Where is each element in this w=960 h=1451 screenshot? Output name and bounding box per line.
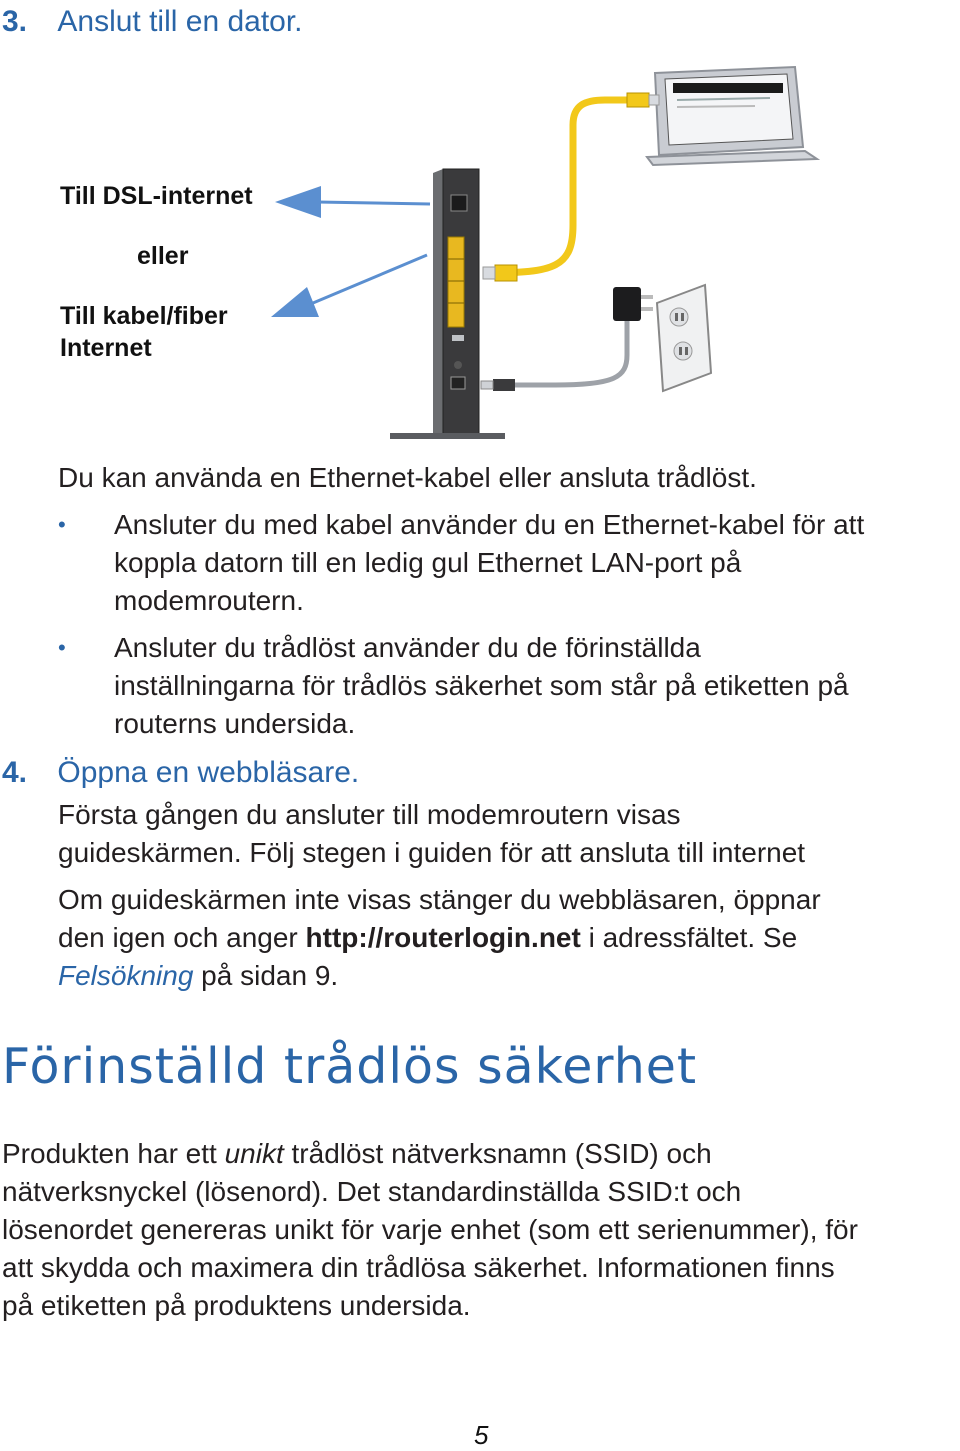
router-icon bbox=[390, 169, 505, 439]
bullet-item-cable bbox=[114, 506, 864, 620]
step-4-para1-line-1: Första gången du ansluter till modemroutern visas bbox=[58, 799, 681, 830]
step-4-paragraph-1 bbox=[58, 796, 805, 872]
label-or: eller bbox=[137, 242, 189, 270]
label-dsl-internet: Till DSL-internet bbox=[60, 182, 253, 210]
bullet-icon: • bbox=[58, 635, 66, 660]
bullet-wireless-line-3: routerns undersida. bbox=[114, 708, 356, 739]
step-4-paragraph-2 bbox=[58, 881, 821, 995]
troubleshooting-link[interactable]: Felsökning bbox=[58, 960, 194, 991]
section-line1-post: trådlöst nätverksnamn (SSID) och bbox=[283, 1138, 712, 1169]
para2-page-ref: på sidan 9. bbox=[193, 960, 339, 991]
step-3-title: Anslut till en dator. bbox=[57, 5, 303, 38]
step-4-para2-line-3 bbox=[58, 957, 821, 995]
bullet-cable-line-2: koppla datorn till en ledig gul Ethernet LAN-port på bbox=[114, 547, 742, 578]
arrow-to-cable-icon bbox=[271, 255, 427, 317]
step-4-number: 4. bbox=[2, 756, 28, 789]
step-4-para1-line-2: guideskärmen. Följ stegen i guiden för att ansluta till internet bbox=[58, 837, 806, 868]
bullet-cable-line-3: modemroutern. bbox=[114, 585, 304, 616]
section-line-3: lösenordet genereras unikt för varje enhet (som ett serienummer), för bbox=[2, 1214, 858, 1245]
step-4-title: Öppna en webbläsare. bbox=[57, 756, 360, 789]
para2-text-pre: den igen och anger bbox=[58, 922, 306, 953]
bullet-wireless-line-1: Ansluter du trådlöst använder du de förinställda bbox=[114, 632, 701, 663]
label-cable-fiber: Till kabel/fiber bbox=[60, 302, 228, 330]
section-line1-pre: Produkten har ett bbox=[2, 1138, 225, 1169]
step-4-para2-line-2 bbox=[58, 919, 821, 957]
router-login-url: http://routerlogin.net bbox=[305, 922, 581, 953]
page-number: 5 bbox=[474, 1420, 489, 1450]
section-line-1 bbox=[2, 1135, 858, 1173]
section-paragraph bbox=[2, 1135, 858, 1325]
section-line1-emphasis: unikt bbox=[224, 1138, 284, 1169]
step-3-heading bbox=[2, 4, 303, 40]
section-line-2: nätverksnyckel (lösenord). Det standardinställda SSID:t och bbox=[2, 1176, 742, 1207]
ethernet-cable-icon bbox=[483, 93, 659, 281]
bullet-icon: • bbox=[58, 512, 66, 537]
para2-text-post: i adressfältet. Se bbox=[580, 922, 798, 953]
step-3-intro: Du kan använda en Ethernet-kabel eller ansluta trådlöst. bbox=[58, 462, 757, 493]
step-4-para2-line-1: Om guideskärmen inte visas stänger du webbläsaren, öppnar bbox=[58, 884, 821, 915]
step-3-number: 3. bbox=[2, 5, 28, 38]
bullet-wireless-line-2: inställningarna för trådlös säkerhet som står på etiketten på bbox=[114, 670, 849, 701]
step-4-heading bbox=[2, 755, 359, 791]
section-line-5: på etiketten på produktens undersida. bbox=[2, 1290, 471, 1321]
router-connection-diagram bbox=[255, 55, 835, 450]
laptop-icon bbox=[647, 67, 817, 165]
label-internet: Internet bbox=[60, 334, 152, 362]
section-line-4: att skydda och maximera din trådlösa säkerhet. Informationen finns bbox=[2, 1252, 835, 1283]
bullet-cable-line-1: Ansluter du med kabel använder du en Ethernet-kabel för att bbox=[114, 509, 865, 540]
bullet-item-wireless bbox=[114, 629, 849, 743]
arrow-to-dsl-icon bbox=[275, 186, 430, 218]
section-title: Förinställd trådlös säkerhet bbox=[2, 1038, 698, 1095]
power-cable-icon bbox=[481, 287, 653, 391]
wall-outlet-icon bbox=[657, 285, 711, 391]
